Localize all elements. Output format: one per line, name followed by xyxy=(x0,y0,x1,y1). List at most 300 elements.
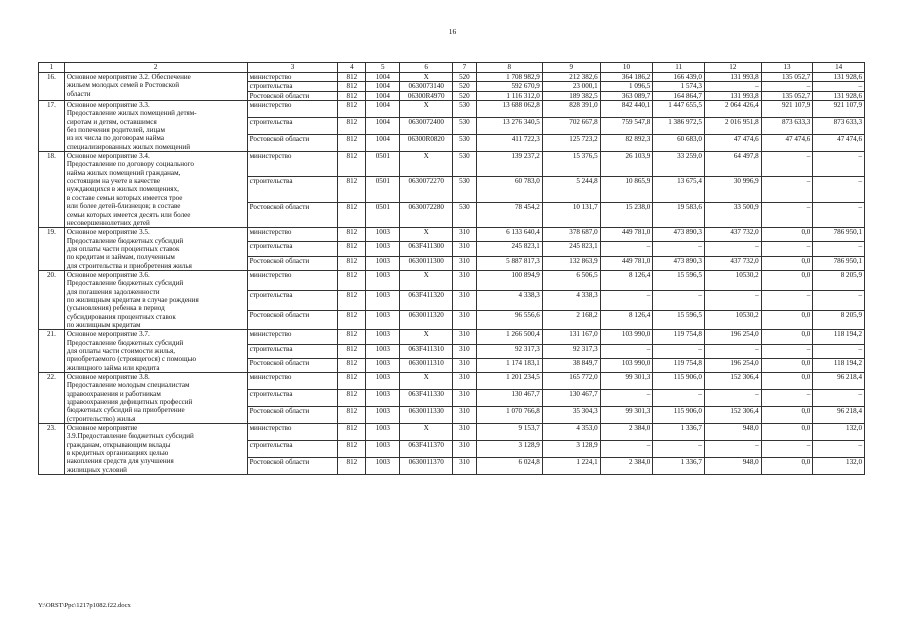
value-cell: 8 126,4 xyxy=(600,270,653,290)
value-cell: – xyxy=(813,82,865,91)
value-cell: 245 823,1 xyxy=(476,242,542,256)
value-cell: 9 153,7 xyxy=(476,424,542,441)
value-cell: – xyxy=(761,202,813,227)
value-cell: 196 254,0 xyxy=(704,358,761,372)
value-cell: 1003 xyxy=(366,407,400,424)
value-cell: 164 864,7 xyxy=(653,91,705,100)
value-cell: 310 xyxy=(453,330,477,344)
value-cell: X xyxy=(400,73,453,82)
table-row xyxy=(39,330,865,344)
activity-description xyxy=(64,73,247,101)
value-cell: 411 722,3 xyxy=(476,135,542,152)
value-cell: 0501 xyxy=(366,152,400,177)
value-cell: 1 116 312,0 xyxy=(476,91,542,100)
description-line: Основное мероприятие 3.8. xyxy=(66,373,150,382)
description-line: или более детей-близнецов; в составе xyxy=(66,202,181,211)
table-row xyxy=(39,373,865,390)
value-cell: 15 596,5 xyxy=(653,310,705,330)
value-cell: – xyxy=(813,441,865,458)
value-cell: 96 218,4 xyxy=(813,373,865,390)
executor-cell: министерство xyxy=(247,270,338,290)
value-cell: 92 317,3 xyxy=(542,344,600,358)
description-line: субсидирования процентных ставок xyxy=(66,312,176,321)
value-cell: 310 xyxy=(453,373,477,390)
value-cell: 166 439,0 xyxy=(653,73,705,82)
value-cell: 812 xyxy=(338,177,366,202)
description-line: Предоставление бюджетных субсидий xyxy=(66,279,184,288)
value-cell: 4 338,3 xyxy=(542,290,600,310)
value-cell: – xyxy=(704,390,761,407)
value-cell: X xyxy=(400,152,453,177)
value-cell: 1004 xyxy=(366,101,400,118)
description-line: Основное мероприятие 3.3. xyxy=(66,101,150,110)
value-cell: 103 990,0 xyxy=(600,330,653,344)
value-cell: X xyxy=(400,270,453,290)
column-number-header: 10 xyxy=(600,63,653,73)
activity-description xyxy=(64,330,247,373)
value-cell: 786 950,1 xyxy=(813,228,865,242)
value-cell: – xyxy=(653,390,705,407)
value-cell: 4 353,0 xyxy=(542,424,600,441)
value-cell: 812 xyxy=(338,135,366,152)
value-cell: 310 xyxy=(453,407,477,424)
value-cell: 842 440,1 xyxy=(600,101,653,118)
activity-description xyxy=(64,270,247,329)
value-cell: 06300R4970 xyxy=(400,91,453,100)
value-cell: 131 928,6 xyxy=(813,73,865,82)
value-cell: 245 823,1 xyxy=(542,242,600,256)
value-cell: – xyxy=(704,82,761,91)
value-cell: 15 238,0 xyxy=(600,202,653,227)
value-cell: 921 107,9 xyxy=(761,101,813,118)
value-cell: 1 070 766,8 xyxy=(476,407,542,424)
table-row xyxy=(39,73,865,82)
executor-cell: Ростовской области xyxy=(247,202,338,227)
value-cell: – xyxy=(653,242,705,256)
value-cell: 132 863,9 xyxy=(542,256,600,270)
value-cell: 78 454,2 xyxy=(476,202,542,227)
value-cell: – xyxy=(600,290,653,310)
value-cell: 2 384,0 xyxy=(600,424,653,441)
value-cell: 310 xyxy=(453,424,477,441)
description-line: жилищного займа или кредита xyxy=(66,363,160,372)
value-cell: 132,0 xyxy=(813,458,865,475)
value-cell: 812 xyxy=(338,458,366,475)
value-cell: 38 849,7 xyxy=(542,358,600,372)
description-line: для оплаты части стоимости жилья, xyxy=(66,347,176,355)
value-cell: 33 500,9 xyxy=(704,202,761,227)
value-cell: 132,0 xyxy=(813,424,865,441)
value-cell: 130 467,7 xyxy=(542,390,600,407)
value-cell: 2 168,2 xyxy=(542,310,600,330)
value-cell: 1003 xyxy=(366,270,400,290)
value-cell: 873 633,3 xyxy=(761,118,813,135)
description-line: Предоставление жилых помещений детям- xyxy=(66,109,197,118)
value-cell: 1 708 982,9 xyxy=(476,73,542,82)
value-cell: 530 xyxy=(453,202,477,227)
value-cell: – xyxy=(600,344,653,358)
description-line: Предоставление бюджетных субсидий xyxy=(66,236,184,245)
value-cell: 812 xyxy=(338,228,366,242)
description-line: гражданам, открывающим вклады xyxy=(66,440,171,449)
header-row xyxy=(39,63,865,73)
value-cell: 10530,2 xyxy=(704,310,761,330)
value-cell: 0630011330 xyxy=(400,407,453,424)
value-cell: – xyxy=(761,152,813,177)
value-cell: 310 xyxy=(453,358,477,372)
description-line: приобретаемого (строящегося) с помощью xyxy=(66,355,197,364)
value-cell: 310 xyxy=(453,290,477,310)
value-cell: 828 391,0 xyxy=(542,101,600,118)
value-cell: 473 890,3 xyxy=(653,228,705,242)
value-cell: – xyxy=(761,82,813,91)
value-cell: 99 301,3 xyxy=(600,373,653,390)
column-number-header: 8 xyxy=(476,63,542,73)
value-cell: 60 783,0 xyxy=(476,177,542,202)
executor-cell: Ростовской области xyxy=(247,358,338,372)
column-number-header: 4 xyxy=(338,63,366,73)
description-line: для оплаты части процентных ставок xyxy=(66,244,180,253)
value-cell: 0,0 xyxy=(761,330,813,344)
value-cell: 2 384,0 xyxy=(600,458,653,475)
description-line: по жилищным кредитам в случае рождения xyxy=(66,295,199,304)
value-cell: 1003 xyxy=(366,256,400,270)
value-cell: 23 000,1 xyxy=(542,82,600,91)
description-line: здравоохранения дефицитных профессий xyxy=(66,398,193,407)
value-cell: 06300R0820 xyxy=(400,135,453,152)
value-cell: 139 237,2 xyxy=(476,152,542,177)
value-cell: 47 474,6 xyxy=(813,135,865,152)
page-number: 16 xyxy=(448,27,457,36)
value-cell: 10530,2 xyxy=(704,270,761,290)
executor-cell: министерство xyxy=(247,228,338,242)
description-line: по кредитам и займам, полученным xyxy=(66,253,175,262)
value-cell: – xyxy=(761,242,813,256)
executor-cell: Ростовской области xyxy=(247,458,338,475)
value-cell: 0630073140 xyxy=(400,82,453,91)
value-cell: 3 128,9 xyxy=(476,441,542,458)
description-line: Основное мероприятие 3.2. Обеспечение xyxy=(66,73,191,81)
value-cell: 8 126,4 xyxy=(600,310,653,330)
value-cell: – xyxy=(653,290,705,310)
value-cell: 6 133 640,4 xyxy=(476,228,542,242)
value-cell: – xyxy=(653,441,705,458)
table-row xyxy=(39,270,865,290)
file-path-footer: Y:\ORST\Ppc\1217p1082.f22.docx xyxy=(38,602,131,609)
column-number-header: 3 xyxy=(247,63,338,73)
value-cell: 100 894,9 xyxy=(476,270,542,290)
table-row xyxy=(39,152,865,177)
executor-cell: министерство xyxy=(247,330,338,344)
value-cell: 812 xyxy=(338,310,366,330)
executor-cell: Ростовской области xyxy=(247,256,338,270)
value-cell: 13 675,4 xyxy=(653,177,705,202)
description-line: в составе семьи которых имеется трое xyxy=(66,193,183,202)
value-cell: 063F411330 xyxy=(400,390,453,407)
value-cell: 530 xyxy=(453,152,477,177)
value-cell: 1003 xyxy=(366,290,400,310)
description-line: сиротам и детям, оставшимся xyxy=(66,117,157,126)
description-line: 3.9.Предоставление бюджетных субсидий xyxy=(66,432,194,441)
row-number: 19. xyxy=(39,228,65,271)
value-cell: 0,0 xyxy=(761,358,813,372)
value-cell: 948,0 xyxy=(704,424,761,441)
value-cell: 0501 xyxy=(366,202,400,227)
value-cell: 592 670,9 xyxy=(476,82,542,91)
value-cell: 812 xyxy=(338,358,366,372)
value-cell: 212 382,6 xyxy=(542,73,600,82)
value-cell: – xyxy=(761,177,813,202)
row-number: 20. xyxy=(39,270,65,329)
value-cell: X xyxy=(400,373,453,390)
value-cell: 812 xyxy=(338,82,366,91)
value-cell: 99 301,3 xyxy=(600,407,653,424)
value-cell: 0,0 xyxy=(761,373,813,390)
column-number-header: 9 xyxy=(542,63,600,73)
value-cell: 310 xyxy=(453,256,477,270)
value-cell: – xyxy=(600,390,653,407)
value-cell: – xyxy=(704,441,761,458)
row-number: 23. xyxy=(39,424,65,475)
value-cell: 152 306,4 xyxy=(704,373,761,390)
value-cell: 196 254,0 xyxy=(704,330,761,344)
description-line: Предоставление по договору социального xyxy=(66,160,194,169)
value-cell: 0630072270 xyxy=(400,177,453,202)
value-cell: 1003 xyxy=(366,310,400,330)
executor-cell: Ростовской области xyxy=(247,407,338,424)
activity-description xyxy=(64,228,247,271)
value-cell: 13 276 340,5 xyxy=(476,118,542,135)
value-cell: 47 474,6 xyxy=(761,135,813,152)
value-cell: 063F411310 xyxy=(400,344,453,358)
value-cell: 310 xyxy=(453,390,477,407)
executor-cell: министерство xyxy=(247,152,338,177)
value-cell: 0,0 xyxy=(761,407,813,424)
table-row xyxy=(39,101,865,118)
value-cell: 119 754,8 xyxy=(653,358,705,372)
value-cell: 812 xyxy=(338,290,366,310)
description-line: Основное мероприятие 3.5. xyxy=(66,228,150,237)
value-cell: 19 583,6 xyxy=(653,202,705,227)
value-cell: 812 xyxy=(338,242,366,256)
description-line: по жилищным кредитам xyxy=(66,320,141,329)
description-line: Основное мероприятие xyxy=(66,424,138,433)
value-cell: 812 xyxy=(338,91,366,100)
value-cell: 063F411320 xyxy=(400,290,453,310)
column-number-header: 7 xyxy=(453,63,477,73)
value-cell: – xyxy=(813,344,865,358)
value-cell: 1004 xyxy=(366,135,400,152)
value-cell: 812 xyxy=(338,407,366,424)
value-cell: 33 259,0 xyxy=(653,152,705,177)
value-cell: 812 xyxy=(338,330,366,344)
value-cell: X xyxy=(400,228,453,242)
description-line: несовершеннолетних детей xyxy=(66,218,150,227)
executor-cell: министерство xyxy=(247,101,338,118)
value-cell: 96 556,6 xyxy=(476,310,542,330)
description-line: для строительства и приобретения жилья xyxy=(66,261,192,270)
activity-description xyxy=(64,373,247,424)
value-cell: 948,0 xyxy=(704,458,761,475)
column-number-header: 14 xyxy=(813,63,865,73)
value-cell: 759 547,8 xyxy=(600,118,653,135)
value-cell: X xyxy=(400,424,453,441)
value-cell: 152 306,4 xyxy=(704,407,761,424)
value-cell: 135 052,7 xyxy=(761,91,813,100)
executor-cell: строительства xyxy=(247,290,338,310)
value-cell: – xyxy=(813,242,865,256)
value-cell: 437 732,0 xyxy=(704,228,761,242)
value-cell: 0630011320 xyxy=(400,310,453,330)
value-cell: 189 382,5 xyxy=(542,91,600,100)
description-line: бюджетных субсидий на приобретение xyxy=(66,406,185,415)
value-cell: 1 096,5 xyxy=(600,82,653,91)
description-line: области xyxy=(66,89,91,98)
value-cell: 1 174 183,1 xyxy=(476,358,542,372)
executor-cell: строительства xyxy=(247,118,338,135)
value-cell: 1 386 972,5 xyxy=(653,118,705,135)
executor-cell: строительства xyxy=(247,177,338,202)
value-cell: 310 xyxy=(453,228,477,242)
value-cell: 812 xyxy=(338,390,366,407)
activity-description xyxy=(64,101,247,152)
value-cell: – xyxy=(813,152,865,177)
value-cell: 1 201 234,5 xyxy=(476,373,542,390)
value-cell: 115 906,0 xyxy=(653,373,705,390)
value-cell: 310 xyxy=(453,458,477,475)
value-cell: 26 103,9 xyxy=(600,152,653,177)
value-cell: 10 131,7 xyxy=(542,202,600,227)
value-cell: 812 xyxy=(338,101,366,118)
value-cell: 310 xyxy=(453,270,477,290)
value-cell: X xyxy=(400,101,453,118)
value-cell: 0630011370 xyxy=(400,458,453,475)
value-cell: 873 633,3 xyxy=(813,118,865,135)
value-cell: 449 781,0 xyxy=(600,256,653,270)
column-number-header: 1 xyxy=(39,63,65,73)
value-cell: 812 xyxy=(338,152,366,177)
value-cell: 1003 xyxy=(366,228,400,242)
description-line: здравоохранения и работникам xyxy=(66,389,161,398)
value-cell: 1003 xyxy=(366,458,400,475)
value-cell: 921 107,9 xyxy=(813,101,865,118)
value-cell: 35 304,3 xyxy=(542,407,600,424)
executor-cell: строительства xyxy=(247,441,338,458)
value-cell: – xyxy=(600,242,653,256)
value-cell: 812 xyxy=(338,373,366,390)
value-cell: 125 723,2 xyxy=(542,135,600,152)
value-cell: 131 993,8 xyxy=(704,91,761,100)
description-line: Основное мероприятие 3.6. xyxy=(66,270,150,279)
value-cell: – xyxy=(761,290,813,310)
value-cell: 530 xyxy=(453,118,477,135)
column-number-header: 5 xyxy=(366,63,400,73)
value-cell: 310 xyxy=(453,310,477,330)
value-cell: 4 338,3 xyxy=(476,290,542,310)
column-number-header: 11 xyxy=(653,63,705,73)
value-cell: 8 205,9 xyxy=(813,270,865,290)
description-line: Предоставление молодым специалистам xyxy=(66,381,190,390)
value-cell: 364 186,2 xyxy=(600,73,653,82)
table-row xyxy=(39,424,865,441)
value-cell: 812 xyxy=(338,202,366,227)
value-cell: 119 754,8 xyxy=(653,330,705,344)
description-line: в кредитных организациях целью xyxy=(66,449,169,458)
value-cell: 135 052,7 xyxy=(761,73,813,82)
value-cell: 363 089,7 xyxy=(600,91,653,100)
value-cell: 3 128,9 xyxy=(542,441,600,458)
value-cell: 378 687,0 xyxy=(542,228,600,242)
description-line: для погашения задолженности xyxy=(66,287,160,296)
value-cell: 5 244,8 xyxy=(542,177,600,202)
description-line: жилищных условий xyxy=(66,465,127,474)
value-cell: 786 950,1 xyxy=(813,256,865,270)
executor-cell: министерство xyxy=(247,424,338,441)
value-cell: 0501 xyxy=(366,177,400,202)
value-cell: 310 xyxy=(453,344,477,358)
value-cell: 2 064 426,4 xyxy=(704,101,761,118)
value-cell: 1 336,7 xyxy=(653,424,705,441)
value-cell: 30 996,9 xyxy=(704,177,761,202)
description-line: без попечения родителей, лицам xyxy=(66,126,165,135)
value-cell: – xyxy=(704,290,761,310)
value-cell: 449 781,0 xyxy=(600,228,653,242)
value-cell: 1004 xyxy=(366,91,400,100)
value-cell: – xyxy=(761,344,813,358)
value-cell: 473 890,3 xyxy=(653,256,705,270)
value-cell: – xyxy=(813,290,865,310)
value-cell: 812 xyxy=(338,73,366,82)
executor-cell: министерство xyxy=(247,373,338,390)
value-cell: 0630072400 xyxy=(400,118,453,135)
executor-cell: строительства xyxy=(247,82,338,91)
value-cell: 0,0 xyxy=(761,458,813,475)
value-cell: 131 167,0 xyxy=(542,330,600,344)
value-cell: 530 xyxy=(453,101,477,118)
value-cell: 812 xyxy=(338,270,366,290)
value-cell: 6 506,5 xyxy=(542,270,600,290)
value-cell: 520 xyxy=(453,73,477,82)
value-cell: 15 376,5 xyxy=(542,152,600,177)
value-cell: 10 865,9 xyxy=(600,177,653,202)
row-number: 18. xyxy=(39,152,65,228)
value-cell: 1 447 655,5 xyxy=(653,101,705,118)
value-cell: 0630011300 xyxy=(400,256,453,270)
value-cell: 1003 xyxy=(366,344,400,358)
value-cell: 0,0 xyxy=(761,270,813,290)
value-cell: – xyxy=(600,441,653,458)
value-cell: 530 xyxy=(453,135,477,152)
value-cell: 812 xyxy=(338,256,366,270)
description-line: найма жилых помещений гражданам, xyxy=(66,168,181,177)
value-cell: 1 574,3 xyxy=(653,82,705,91)
row-number: 22. xyxy=(39,373,65,424)
value-cell: 1 224,1 xyxy=(542,458,600,475)
executor-cell: министерство xyxy=(247,73,338,82)
executor-cell: Ростовской области xyxy=(247,91,338,100)
activity-description xyxy=(64,424,247,475)
description-line: накопления средств для улучшения xyxy=(66,457,174,466)
value-cell: – xyxy=(653,344,705,358)
description-line: (усыновления) ребенка в период xyxy=(66,304,165,313)
value-cell: 115 906,0 xyxy=(653,407,705,424)
value-cell: – xyxy=(704,344,761,358)
value-cell: 165 772,0 xyxy=(542,373,600,390)
value-cell: 118 194,2 xyxy=(813,358,865,372)
value-cell: 1003 xyxy=(366,330,400,344)
value-cell: 131 928,6 xyxy=(813,91,865,100)
value-cell: – xyxy=(704,242,761,256)
